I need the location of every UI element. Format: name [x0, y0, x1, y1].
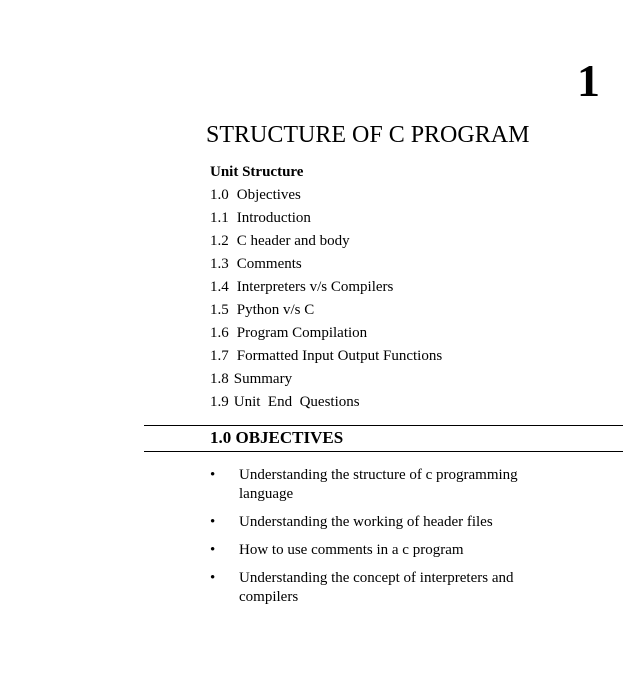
- bullet-icon: •: [210, 542, 216, 558]
- toc-item-number: 1.5: [210, 302, 229, 318]
- chapter-title: STRUCTURE OF C PROGRAM: [206, 122, 530, 148]
- toc-item: [210, 185, 610, 208]
- toc-item-label: Unit End Questions: [233, 394, 360, 410]
- bullet-icon: •: [210, 514, 216, 530]
- objective-item: [210, 541, 550, 560]
- objective-item: [210, 569, 550, 607]
- objective-item: [210, 466, 550, 504]
- toc-item-number: 1.4: [210, 279, 229, 295]
- toc-item-label: Interpreters v/s Compilers: [236, 279, 394, 295]
- bullet-icon: •: [210, 467, 216, 483]
- toc-item-number: 1.3: [210, 256, 229, 272]
- objective-text: Understanding the structure of c programming language: [239, 467, 518, 502]
- toc-item-label: Objectives: [236, 187, 301, 203]
- toc-item-number: 1.1: [210, 210, 229, 226]
- objective-text: Understanding the concept of interpreters and compilers: [239, 570, 514, 605]
- toc-item-number: 1.0: [210, 187, 229, 203]
- objective-text: Understanding the working of header files: [239, 514, 493, 530]
- toc-item: [210, 369, 610, 392]
- toc-item-number: 1.8: [210, 371, 229, 387]
- toc-item: [210, 208, 610, 231]
- toc-item-label: Formatted Input Output Functions: [236, 348, 443, 364]
- toc-item-number: 1.2: [210, 233, 229, 249]
- section-heading: 1.0 OBJECTIVES: [210, 428, 344, 447]
- toc-item-label: Comments: [236, 256, 302, 272]
- section-divider-top: [144, 425, 623, 426]
- toc-item-label: Summary: [233, 371, 293, 387]
- toc-item-label: C header and body: [236, 233, 350, 249]
- toc-item: [210, 277, 610, 300]
- toc-item-number: 1.6: [210, 325, 229, 341]
- section-divider-bottom: [144, 451, 623, 452]
- objectives-list: [210, 466, 550, 616]
- toc-item: [210, 323, 610, 346]
- toc-item-label: Program Compilation: [236, 325, 368, 341]
- unit-structure: [210, 162, 610, 415]
- chapter-number: 1: [577, 55, 600, 106]
- unit-structure-list: [210, 185, 610, 415]
- objective-text: How to use comments in a c program: [239, 542, 464, 558]
- toc-item: [210, 300, 610, 323]
- bullet-icon: •: [210, 570, 216, 586]
- toc-item-number: 1.7: [210, 348, 229, 364]
- toc-item: [210, 231, 610, 254]
- toc-item: [210, 254, 610, 277]
- toc-item-number: 1.9: [210, 394, 229, 410]
- unit-structure-heading: Unit Structure: [210, 164, 304, 180]
- toc-item-label: Introduction: [236, 210, 311, 226]
- objective-item: [210, 513, 550, 532]
- toc-item: [210, 392, 610, 415]
- toc-item: [210, 346, 610, 369]
- toc-item-label: Python v/s C: [236, 302, 315, 318]
